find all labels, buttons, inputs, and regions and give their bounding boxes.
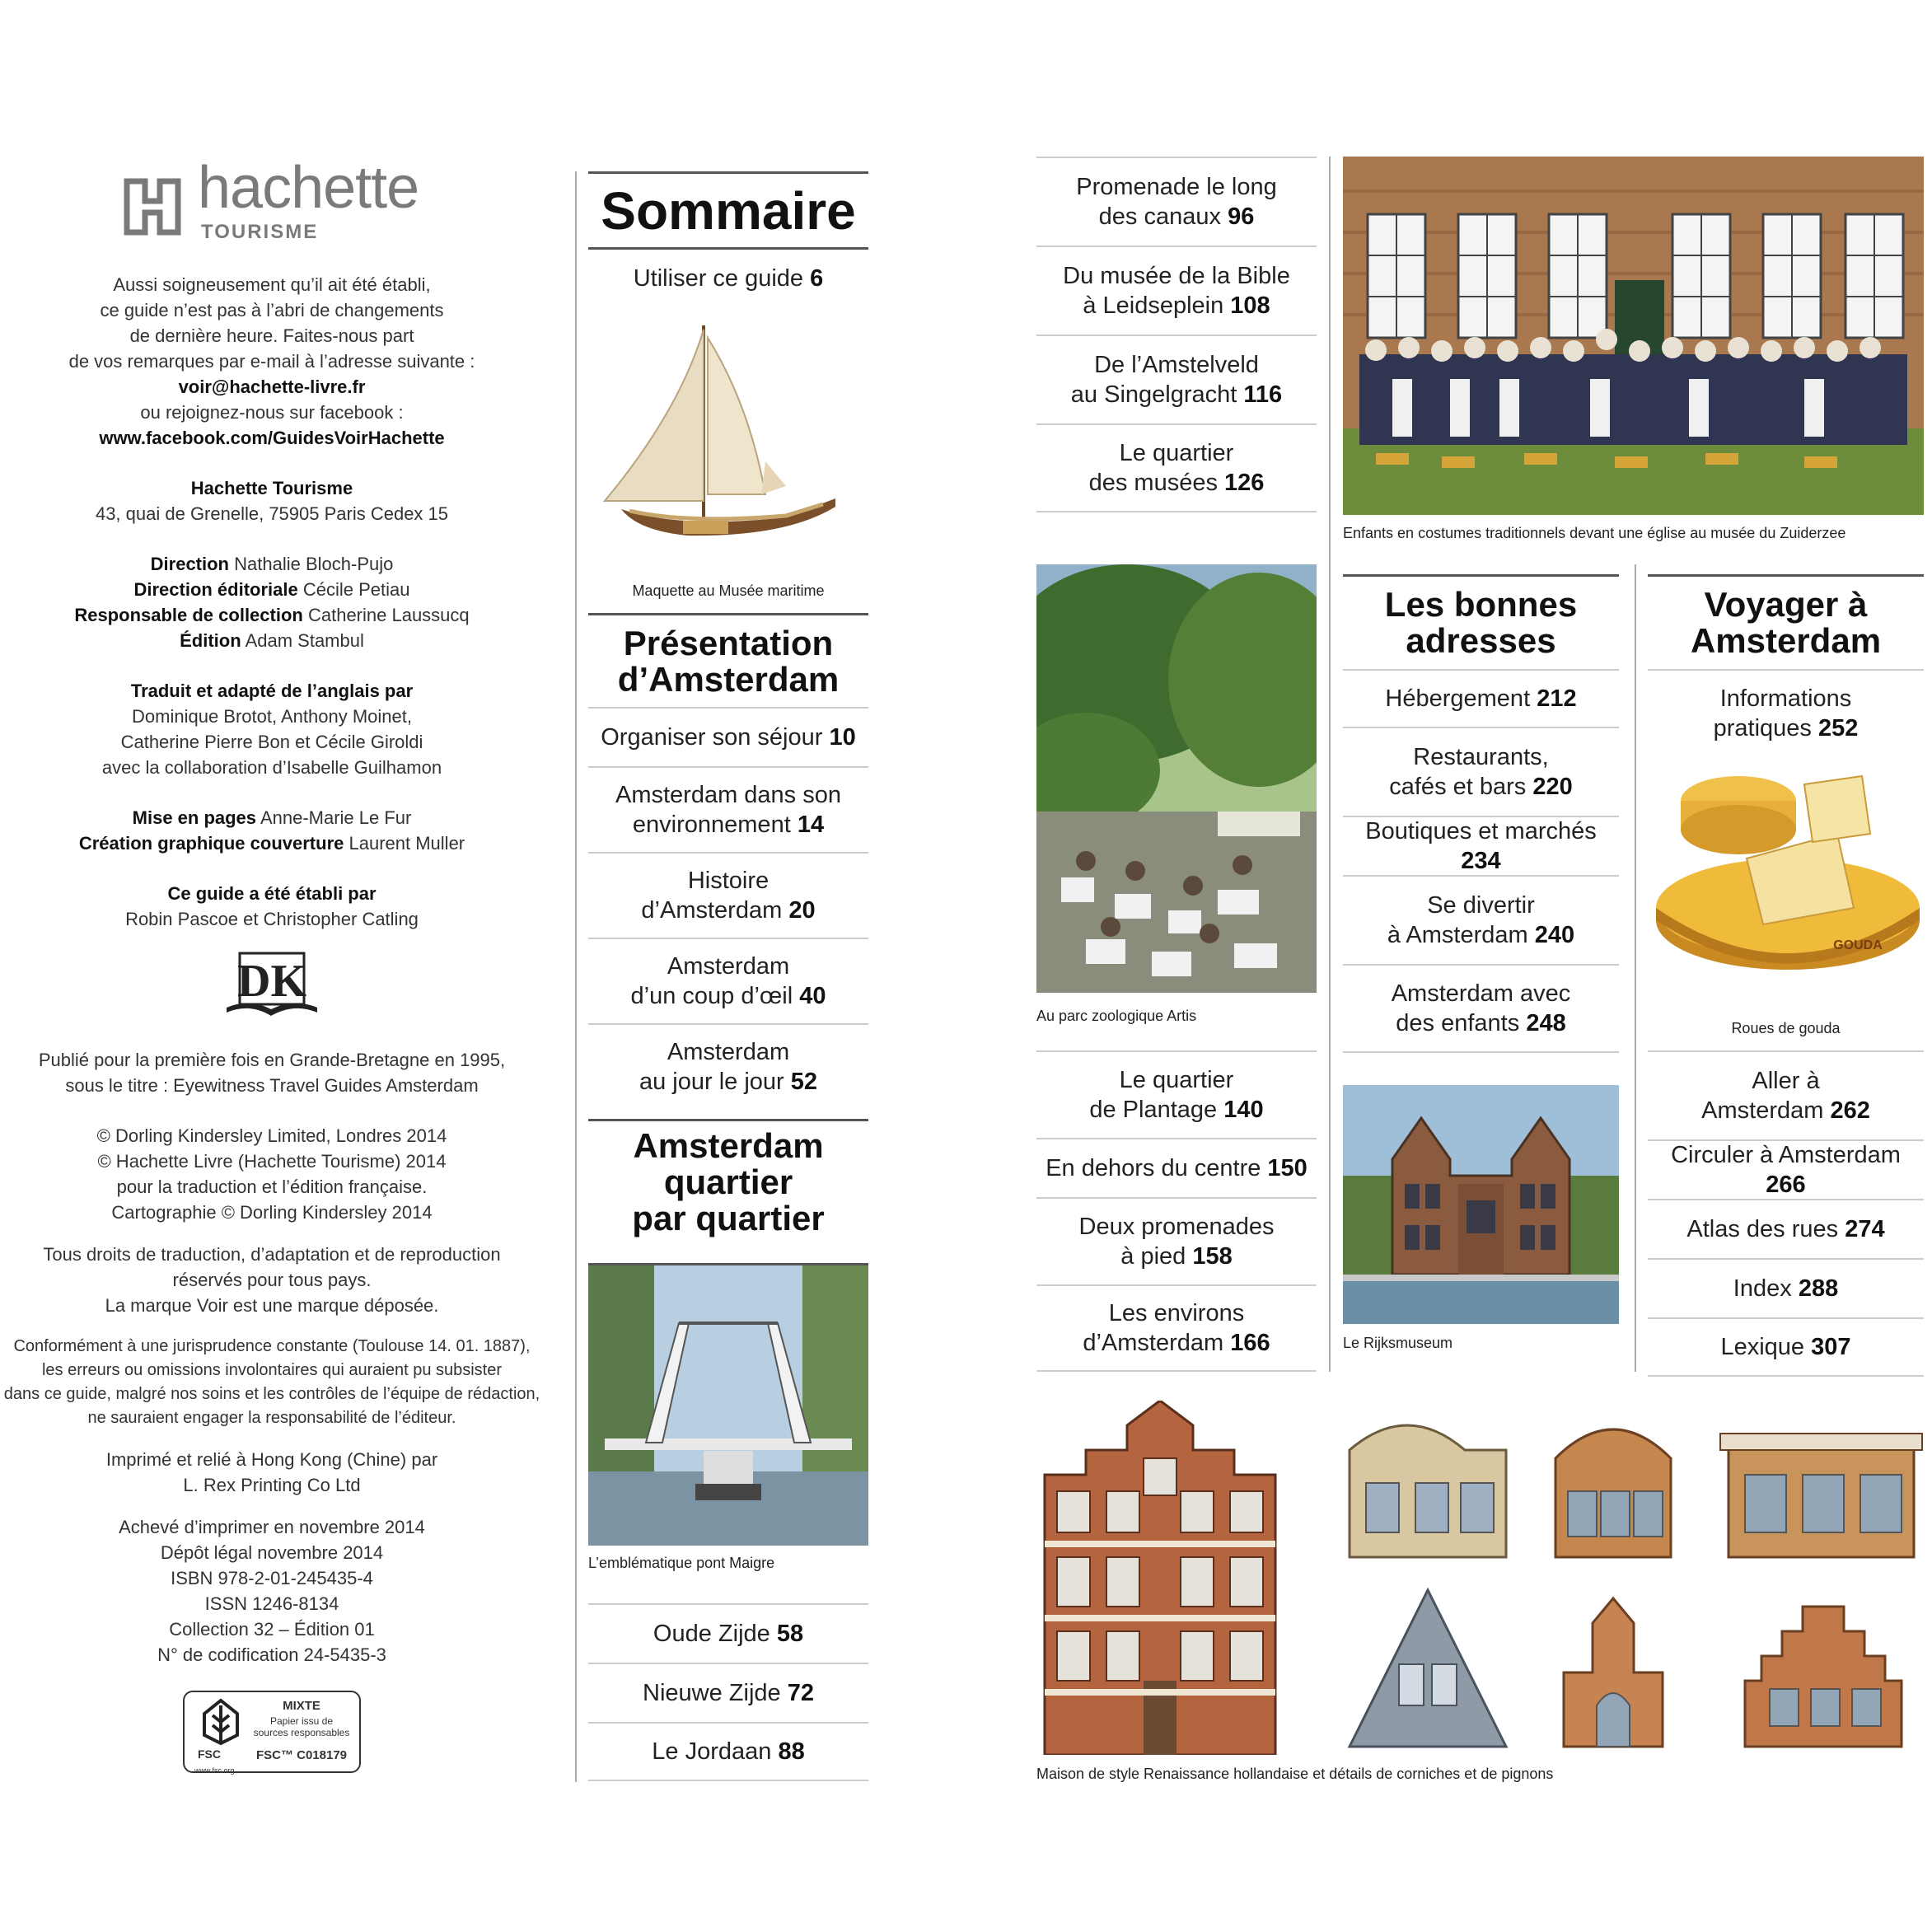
toc-entry-label: de Plantage bbox=[1089, 1097, 1218, 1123]
toc-entry-label: Circuler à Amsterdam bbox=[1671, 1142, 1901, 1168]
toc-entry-page: 307 bbox=[1811, 1334, 1851, 1360]
section-title-line: Présentation bbox=[623, 623, 834, 662]
toc-entry-label: d’Amsterdam bbox=[641, 897, 783, 924]
credit-role: Direction éditoriale bbox=[133, 579, 298, 600]
dk-logo-icon bbox=[218, 950, 325, 1017]
toc-entry-label: à Amsterdam bbox=[1387, 922, 1528, 948]
toc-entry-label: De l’Amstelveld bbox=[1094, 352, 1259, 378]
toc-entry-page: 248 bbox=[1526, 1010, 1566, 1036]
toc-entry[interactable] bbox=[1343, 964, 1619, 1053]
magere-brug-image bbox=[588, 1263, 868, 1546]
toc-entry-label: pratiques bbox=[1713, 715, 1812, 741]
rijksmuseum-image bbox=[1343, 1085, 1619, 1324]
toc-entry-label: Hébergement bbox=[1385, 685, 1531, 712]
toc-entry[interactable] bbox=[1036, 334, 1317, 423]
print-info-line: Dépôt légal novembre 2014 bbox=[160, 1542, 384, 1563]
credit-name: Cécile Petiau bbox=[302, 579, 410, 600]
toc-entry-label: cafés et bars bbox=[1389, 774, 1527, 800]
toc-entry-page: 58 bbox=[776, 1621, 804, 1647]
disclaimer-line: les erreurs ou omissions involontaires qui auraient pu subsister bbox=[41, 1361, 503, 1379]
toc-entry-label: des enfants bbox=[1396, 1010, 1520, 1036]
address-title: Hachette Tourisme bbox=[190, 478, 353, 498]
layout-credits-block bbox=[0, 805, 544, 856]
intro-block bbox=[0, 272, 544, 451]
printer-line: Imprimé et relié à Hong Kong (Chine) par bbox=[105, 1449, 438, 1470]
section-title-line: adresses bbox=[1406, 621, 1556, 660]
toc-entry[interactable] bbox=[1343, 816, 1619, 875]
toc-entry-label: Amsterdam bbox=[667, 953, 790, 980]
toc-entry[interactable] bbox=[588, 766, 868, 852]
printer-block bbox=[0, 1447, 544, 1498]
credit-name: Laurent Muller bbox=[349, 833, 465, 854]
toc-entry[interactable] bbox=[1036, 1197, 1317, 1284]
dutch-houses-illustration bbox=[1036, 1401, 1924, 1755]
toc-entry-page: 108 bbox=[1230, 292, 1270, 319]
fsc-code: FSC™ C018179 bbox=[255, 1748, 348, 1762]
column-divider bbox=[1635, 564, 1636, 1372]
fsc-badge bbox=[183, 1691, 361, 1773]
toc-entry-label: Restaurants, bbox=[1413, 744, 1549, 770]
toc-entry-label: Amsterdam bbox=[667, 1039, 790, 1065]
credits-block bbox=[0, 551, 544, 653]
toc-entry-label: Boutiques et marchés bbox=[1365, 818, 1597, 844]
cornice-house-1 bbox=[1350, 1425, 1506, 1557]
toc-entry-label: Informations bbox=[1719, 685, 1852, 712]
toc-entry-label: Les environs bbox=[1108, 1300, 1245, 1326]
authors-block bbox=[0, 881, 544, 932]
neck-gable bbox=[1564, 1598, 1663, 1747]
print-info-block bbox=[0, 1514, 544, 1668]
disclaimer-block bbox=[0, 1335, 544, 1430]
address: 43, quai de Grenelle, 75905 Paris Cedex 15 bbox=[95, 503, 449, 524]
credit-role: Direction bbox=[150, 554, 229, 574]
toc-entry-page: 266 bbox=[1766, 1172, 1806, 1198]
intro-line: de dernière heure. Faites-nous part bbox=[129, 325, 414, 346]
toc-entry[interactable] bbox=[588, 1023, 868, 1109]
section-title-voyager bbox=[1648, 574, 1924, 669]
first-published-line: Publié pour la première fois en Grande-Bretagne en 1995, bbox=[38, 1050, 506, 1070]
toc-entry-page: 14 bbox=[797, 812, 825, 838]
toc-entry[interactable] bbox=[1036, 1050, 1317, 1138]
toc-entry[interactable] bbox=[1036, 157, 1317, 246]
copyright-line: © Dorling Kindersley Limited, Londres 2014 bbox=[96, 1125, 447, 1146]
fsc-mixte: MIXTE bbox=[283, 1699, 320, 1713]
colophon bbox=[0, 157, 544, 1773]
caption-costumes: Enfants en costumes traditionnels devant une église au musée du Zuiderzee bbox=[1343, 525, 1846, 541]
toc-column-3 bbox=[1343, 574, 1619, 1365]
toc-entry-page: 234 bbox=[1461, 848, 1501, 874]
column-divider bbox=[1329, 157, 1331, 1372]
section-title-quartier bbox=[588, 1119, 868, 1242]
credit-name: Adam Stambul bbox=[245, 630, 364, 651]
costumes-photo bbox=[1343, 157, 1924, 515]
toc-entry-page: 288 bbox=[1798, 1275, 1839, 1302]
toc-entry[interactable] bbox=[588, 1663, 868, 1722]
toc-entry[interactable] bbox=[588, 707, 868, 766]
contact-email[interactable]: voir@hachette-livre.fr bbox=[178, 377, 366, 397]
credit-line bbox=[0, 602, 544, 628]
pointed-gable bbox=[1350, 1590, 1506, 1747]
toc-title: Sommaire bbox=[588, 171, 868, 247]
dk-logo-text: DK bbox=[237, 956, 306, 1007]
print-info-line: ISBN 978-2-01-245435-4 bbox=[171, 1568, 373, 1588]
toc-entry-page: 96 bbox=[1228, 203, 1255, 230]
zoo-terrace-image bbox=[1036, 564, 1317, 993]
toc-entry-page: 88 bbox=[778, 1738, 805, 1765]
intro-line: Aussi soigneusement qu’il ait été établi, bbox=[113, 274, 431, 295]
toc-entry-page: 220 bbox=[1532, 774, 1573, 800]
credit-name: Nathalie Bloch-Pujo bbox=[234, 554, 394, 574]
publisher-division: TOURISME bbox=[201, 221, 319, 243]
toc-entry-label: Lexique bbox=[1720, 1334, 1805, 1360]
hachette-logo bbox=[0, 157, 544, 247]
toc-entry-utiliser[interactable] bbox=[588, 247, 868, 306]
toc-entry-label: Du musée de la Bible bbox=[1063, 263, 1290, 289]
credit-role: Édition bbox=[180, 630, 241, 651]
toc-entry-label: Le quartier bbox=[1119, 1067, 1234, 1093]
publisher-name: hachette bbox=[198, 155, 419, 221]
toc-entry-page: 52 bbox=[790, 1069, 818, 1095]
section-title-line: Amsterdam bbox=[633, 1125, 824, 1165]
toc-entry-page: 252 bbox=[1817, 715, 1859, 741]
credit-line bbox=[0, 628, 544, 653]
toc-entry[interactable] bbox=[1036, 246, 1317, 334]
toc-entry-label: Le Jordaan bbox=[652, 1738, 772, 1765]
credit-name: Catherine Laussucq bbox=[307, 605, 470, 625]
print-info-line: N° de codification 24-5435-3 bbox=[157, 1644, 386, 1665]
caption-boat: Maquette au Musée maritime bbox=[632, 582, 825, 599]
print-info-line: ISSN 1246-8134 bbox=[204, 1593, 339, 1614]
toc-entry-label: Se divertir bbox=[1427, 892, 1535, 919]
rights-line: Tous droits de traduction, d’adaptation et de reproduction bbox=[43, 1244, 501, 1265]
toc-entry-label: Utiliser ce guide bbox=[633, 264, 804, 292]
toc-entry-page: 6 bbox=[810, 264, 824, 292]
section-title-line: par quartier bbox=[632, 1198, 825, 1237]
gouda-label: GOUDA bbox=[1833, 938, 1883, 952]
section-title-line: Amsterdam bbox=[1690, 621, 1882, 660]
toc-entry-page: 158 bbox=[1192, 1243, 1233, 1270]
hachette-h-icon bbox=[124, 178, 181, 236]
toc-entry[interactable] bbox=[1648, 1258, 1924, 1317]
toc-entry-page: 116 bbox=[1243, 381, 1283, 408]
toc-entry-label: Amsterdam bbox=[1701, 1097, 1824, 1124]
translator-line: Catherine Pierre Bon et Cécile Giroldi bbox=[120, 732, 423, 752]
toc-entry-page: 262 bbox=[1830, 1097, 1870, 1124]
toc-entry-page: 240 bbox=[1534, 922, 1575, 948]
fsc-label: FSC bbox=[198, 1747, 221, 1761]
toc-entry[interactable] bbox=[1648, 1317, 1924, 1377]
section-title-line: quartier bbox=[663, 1162, 793, 1201]
translation-block bbox=[0, 678, 544, 780]
credit-line bbox=[0, 805, 544, 830]
facebook-intro: ou rejoignez-nous sur facebook : bbox=[140, 402, 404, 423]
credit-line bbox=[0, 577, 544, 602]
print-info-line: Achevé d’imprimer en novembre 2014 bbox=[119, 1517, 425, 1537]
toc-entry-label: Nieuwe Zijde bbox=[643, 1680, 781, 1706]
column-divider bbox=[575, 171, 577, 1782]
caption-gouda: Roues de gouda bbox=[1731, 1020, 1841, 1036]
gouda-cheese-image bbox=[1648, 760, 1924, 986]
rights-line: réservés pour tous pays. bbox=[172, 1270, 372, 1290]
toc-entry-page: 274 bbox=[1845, 1216, 1885, 1242]
section-title-line: Voyager à bbox=[1704, 585, 1868, 624]
credit-line bbox=[0, 830, 544, 856]
translator-line: Dominique Brotot, Anthony Moinet, bbox=[132, 706, 412, 727]
toc-entry-page: 140 bbox=[1223, 1097, 1264, 1123]
toc-entry[interactable] bbox=[1036, 1284, 1317, 1372]
toc-entry[interactable] bbox=[1343, 669, 1619, 727]
toc-entry-label: Atlas des rues bbox=[1686, 1216, 1839, 1242]
address-block bbox=[0, 475, 544, 526]
toc-entry[interactable] bbox=[1343, 727, 1619, 816]
toc-entry-label: à Leidseplein bbox=[1083, 292, 1224, 319]
copyright-line: © Hachette Livre (Hachette Tourisme) 2014 bbox=[97, 1151, 447, 1172]
disclaimer-line: ne sauraient engager la responsabilité de l’éditeur. bbox=[87, 1409, 456, 1427]
toc-entry-label: à pied bbox=[1120, 1243, 1186, 1270]
cornice-house-2 bbox=[1555, 1429, 1671, 1557]
section-title-presentation bbox=[588, 613, 868, 707]
authors: Robin Pascoe et Christopher Catling bbox=[125, 909, 419, 929]
toc-entry-label: Histoire bbox=[687, 868, 770, 894]
toc-entry-label: Oude Zijde bbox=[653, 1621, 770, 1647]
toc-entry[interactable] bbox=[1343, 875, 1619, 964]
toc-entry-page: 40 bbox=[799, 983, 826, 1009]
toc-entry-label: En dehors du centre bbox=[1046, 1155, 1261, 1181]
rights-block bbox=[0, 1242, 544, 1318]
toc-entry-label: environnement bbox=[632, 812, 791, 838]
toc-entry[interactable] bbox=[1036, 423, 1317, 512]
cornice-house-3 bbox=[1720, 1434, 1922, 1557]
toc-entry[interactable] bbox=[588, 1603, 868, 1663]
fsc-site: www.fsc.org bbox=[194, 1766, 235, 1775]
toc-entry[interactable] bbox=[588, 852, 868, 938]
translation-title: Traduit et adapté de l’anglais par bbox=[130, 681, 414, 701]
credit-role: Création graphique couverture bbox=[78, 833, 344, 854]
rights-line: La marque Voir est une marque déposée. bbox=[105, 1295, 439, 1316]
toc-entry[interactable] bbox=[1648, 1050, 1924, 1139]
toc-entry-label: Aller à bbox=[1752, 1068, 1820, 1094]
credit-role: Responsable de collection bbox=[74, 605, 303, 625]
toc-entry[interactable] bbox=[1036, 1138, 1317, 1197]
print-info-line: Collection 32 – Édition 01 bbox=[169, 1619, 375, 1640]
intro-line: ce guide n’est pas à l’abri de changements bbox=[100, 300, 444, 320]
disclaimer-line: dans ce guide, malgré nos soins et les contrôles de l’équipe de rédaction, bbox=[3, 1385, 540, 1403]
copyright-block bbox=[0, 1123, 544, 1225]
caption-rijksmuseum: Le Rijksmuseum bbox=[1343, 1335, 1453, 1351]
copyright-line: pour la traduction et l’édition française. bbox=[116, 1177, 428, 1197]
toc-entry-label: Amsterdam dans son bbox=[615, 782, 841, 808]
toc-entry-label: d’Amsterdam bbox=[1083, 1330, 1224, 1356]
toc-entry-page: 212 bbox=[1537, 685, 1577, 712]
fsc-line: sources responsables bbox=[253, 1727, 350, 1738]
toc-entry[interactable] bbox=[588, 938, 868, 1023]
credit-line bbox=[0, 551, 544, 577]
credit-name: Anne-Marie Le Fur bbox=[260, 807, 412, 828]
boat-model-image bbox=[588, 313, 868, 552]
toc-entry-page: 20 bbox=[788, 897, 816, 924]
toc-entry-label: Index bbox=[1733, 1275, 1792, 1302]
translator-line: avec la collaboration d’Isabelle Guilhamon bbox=[101, 757, 442, 778]
toc-entry-label: Amsterdam avec bbox=[1391, 980, 1571, 1007]
toc-entry-label: Organiser son séjour bbox=[601, 724, 823, 751]
toc-column-1 bbox=[588, 171, 868, 1786]
section-title-line: Les bonnes bbox=[1384, 585, 1578, 624]
toc-entry-label: au Singelgracht bbox=[1070, 381, 1237, 408]
intro-line: de vos remarques par e-mail à l’adresse suivante : bbox=[68, 351, 475, 372]
toc-entry-label: des musées bbox=[1088, 470, 1218, 496]
copyright-line: Cartographie © Dorling Kindersley 2014 bbox=[111, 1202, 433, 1223]
toc-entry-label: des canaux bbox=[1098, 203, 1221, 230]
toc-column-4 bbox=[1648, 574, 1924, 1373]
section-title-adresses bbox=[1343, 574, 1619, 669]
section-title-line: d’Amsterdam bbox=[617, 659, 840, 699]
renaissance-house bbox=[1045, 1401, 1275, 1755]
toc-entry-page: 150 bbox=[1267, 1155, 1307, 1181]
caption-houses: Maison de style Renaissance hollandaise et détails de corniches et de pignons bbox=[1036, 1766, 1554, 1782]
toc-entry-page: 126 bbox=[1224, 470, 1265, 496]
printer-line: L. Rex Printing Co Ltd bbox=[183, 1475, 361, 1495]
toc-entry[interactable] bbox=[588, 1722, 868, 1781]
fsc-line: Papier issu de bbox=[269, 1715, 334, 1727]
toc-entry-label: au jour le jour bbox=[639, 1069, 784, 1095]
toc-entry-page: 10 bbox=[829, 724, 856, 751]
caption-bridge: L’emblématique pont Maigre bbox=[588, 1555, 775, 1571]
authors-title: Ce guide a été établi par bbox=[167, 883, 377, 904]
first-published-block bbox=[0, 1047, 544, 1098]
toc-entry-label: Le quartier bbox=[1119, 440, 1234, 466]
credit-role: Mise en pages bbox=[132, 807, 257, 828]
facebook-link[interactable]: www.facebook.com/GuidesVoirHachette bbox=[99, 428, 445, 448]
first-published-line: sous le titre : Eyewitness Travel Guides Amsterdam bbox=[65, 1075, 479, 1096]
step-gable bbox=[1745, 1607, 1902, 1747]
toc-entry-label: d’un coup d’œil bbox=[630, 983, 793, 1009]
caption-zoo: Au parc zoologique Artis bbox=[1036, 1008, 1197, 1024]
toc-entry-page: 72 bbox=[787, 1680, 814, 1706]
disclaimer-line: Conformément à une jurisprudence constante (Toulouse 14. 01. 1887), bbox=[13, 1337, 531, 1355]
toc-entry[interactable] bbox=[1648, 1199, 1924, 1258]
toc-entry[interactable] bbox=[1648, 669, 1924, 756]
toc-entry-page: 166 bbox=[1230, 1330, 1270, 1356]
toc-entry[interactable] bbox=[1648, 1139, 1924, 1199]
toc-entry-label: Promenade le long bbox=[1076, 174, 1277, 200]
toc-entry-label: Deux promenades bbox=[1078, 1214, 1275, 1240]
